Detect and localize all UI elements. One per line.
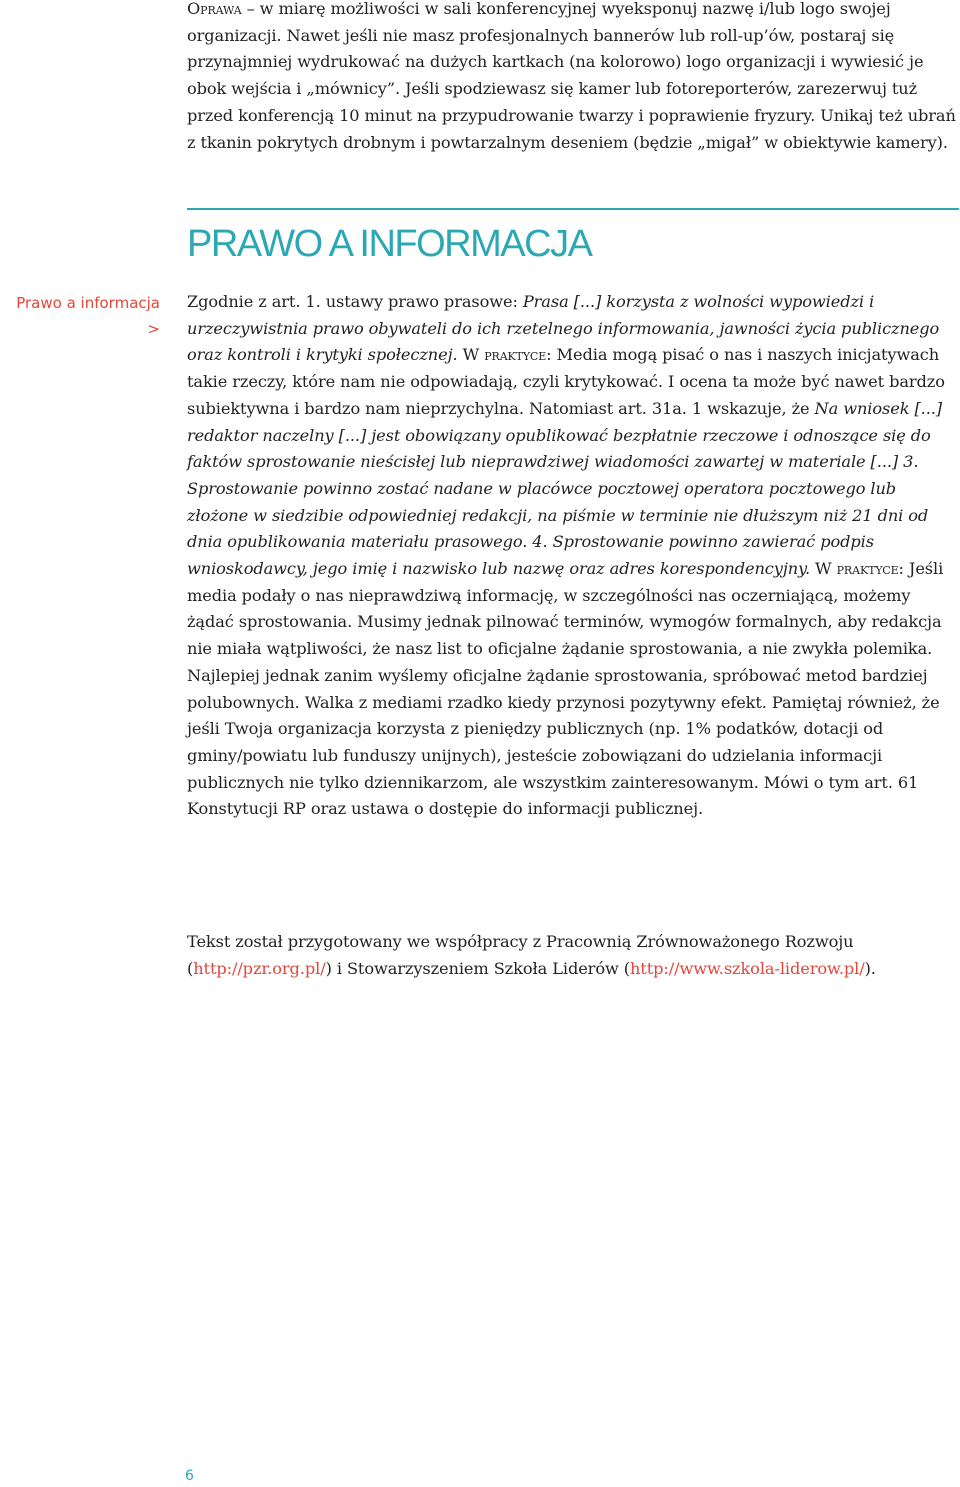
footer-note — [187, 929, 957, 982]
body-text-1: Zgodnie z art. 1. ustawy prawo prasowe: — [187, 292, 523, 311]
footer-text-3: ). — [864, 958, 876, 978]
footer-text-2: ) i Stowarzyszeniem Szkoła Liderów ( — [325, 958, 630, 978]
intro-paragraph — [187, 0, 957, 156]
side-label-arrow: > — [147, 320, 160, 338]
body-text-2: : Media mogą pisać o nas i naszych inicjatywach takie rzeczy, które nam nie odpowiadają, czyli krytykować. I ocena ta może być nawet bardzo subiektywna i bardzo nam nieprzychylna. Natomiast art. 31a. 1 wskazuje, że — [187, 345, 945, 418]
body-paragraph — [187, 289, 957, 823]
section-divider — [187, 208, 959, 210]
intro-lead: Oprawa — [187, 0, 242, 18]
link-szkola-liderow[interactable]: http://www.szkola-liderow.pl/ — [629, 958, 865, 978]
body-text-3: : Jeśli media podały o nas nieprawdziwą informację, w szczególności nas oczerniającą, możemy żądać sprostowania. Musimy jednak pilnować terminów, wymogów formalnych, aby redakcja nie miała wątpliwości, że nasz list to oficjalne żądanie sprostowania, a nie zwykła polemika. Najlepiej jednak zanim wyślemy oficjalne żądanie sprostowania, spróbować metod bardziej polubownych. Walka z mediami rzadko kiedy przynosi pozytywny efekt. Pamiętaj również, że jeśli Twoja organizacja korzysta z pieniędzy publicznych (np. 1% podatków, dotacji od gminy/powiatu lub funduszy unijnych), jesteście zobowiązani do udzielania informacji publicznych nie tylko dziennikarzom, ale wszystkim zainteresowanym. Mówi o tym art. 61 Konstytucji RP oraz ustawa o dostępie do informacji publicznej. — [187, 559, 944, 819]
page-number: 6 — [185, 1468, 194, 1484]
in-practice-label-2: W praktyce — [815, 559, 899, 579]
quote-art-31a: Na wniosek [...] redaktor naczelny [...] jest obowiązany opublikować bezpłatnie rzeczowe i odnoszące się do faktów sprostowanie nieścisłej lub nieprawdziwej wiadomości zawartej w materiale [...] 3. Sprostowanie powinno zostać nadane w placówce pocztowej operatora pocztowego lub złożone w siedzibie odpowiedniej redakcji, na piśmie w terminie nie dłuższym niż 21 dni od dnia opublikowania materiału prasowego. 4. Sprostowanie powinno zawierać podpis wnioskodawcy, jego imię i nazwisko lub nazwę oraz adres korespondencyjny. — [187, 398, 943, 579]
intro-text: w miarę możliwości w sali konferencyjnej wyeksponuj nazwę i/lub logo swojej organizacji. Nawet jeśli nie masz profesjonalnych bannerów lub roll-up’ów, postaraj się przynajmniej wydrukować na dużych kartkach (na kolorowo) logo organizacji i wywiesić je obok wejścia i „mównicy”. Jeśli spodziewasz się kamer lub fotoreporterów, zarezerwuj tuż przed konferencją 10 minut na przypudrowanie twarzy i poprawienie fryzury. Unikaj też ubrań z tkanin pokrytych drobnym i powtarzalnym deseniem (będzie „migał” w obiektywie kamery). — [187, 0, 956, 152]
in-practice-label-1: W praktyce — [462, 345, 547, 365]
section-title: PRAWO A INFORMACJA — [187, 223, 592, 265]
quote-art-1: Prasa [...] korzysta z wolności wypowiedzi i urzeczywistnia prawo obywateli do ich rzetelnego informowania, jawności życia publicznego oraz kontroli i krytyki społecznej. — [187, 292, 940, 365]
body-section — [187, 289, 957, 823]
link-pzr[interactable]: http://pzr.org.pl/ — [193, 958, 326, 978]
footer-text-1: Tekst został przygotowany we współpracy z Pracownią Zrównoważonego Rozwoju ( — [187, 932, 854, 978]
side-label-text: Prawo a informacja — [16, 294, 160, 312]
intro-section — [187, 0, 957, 156]
side-nav-label — [16, 290, 160, 342]
intro-dash: – — [241, 0, 260, 18]
footer-section — [187, 929, 957, 982]
